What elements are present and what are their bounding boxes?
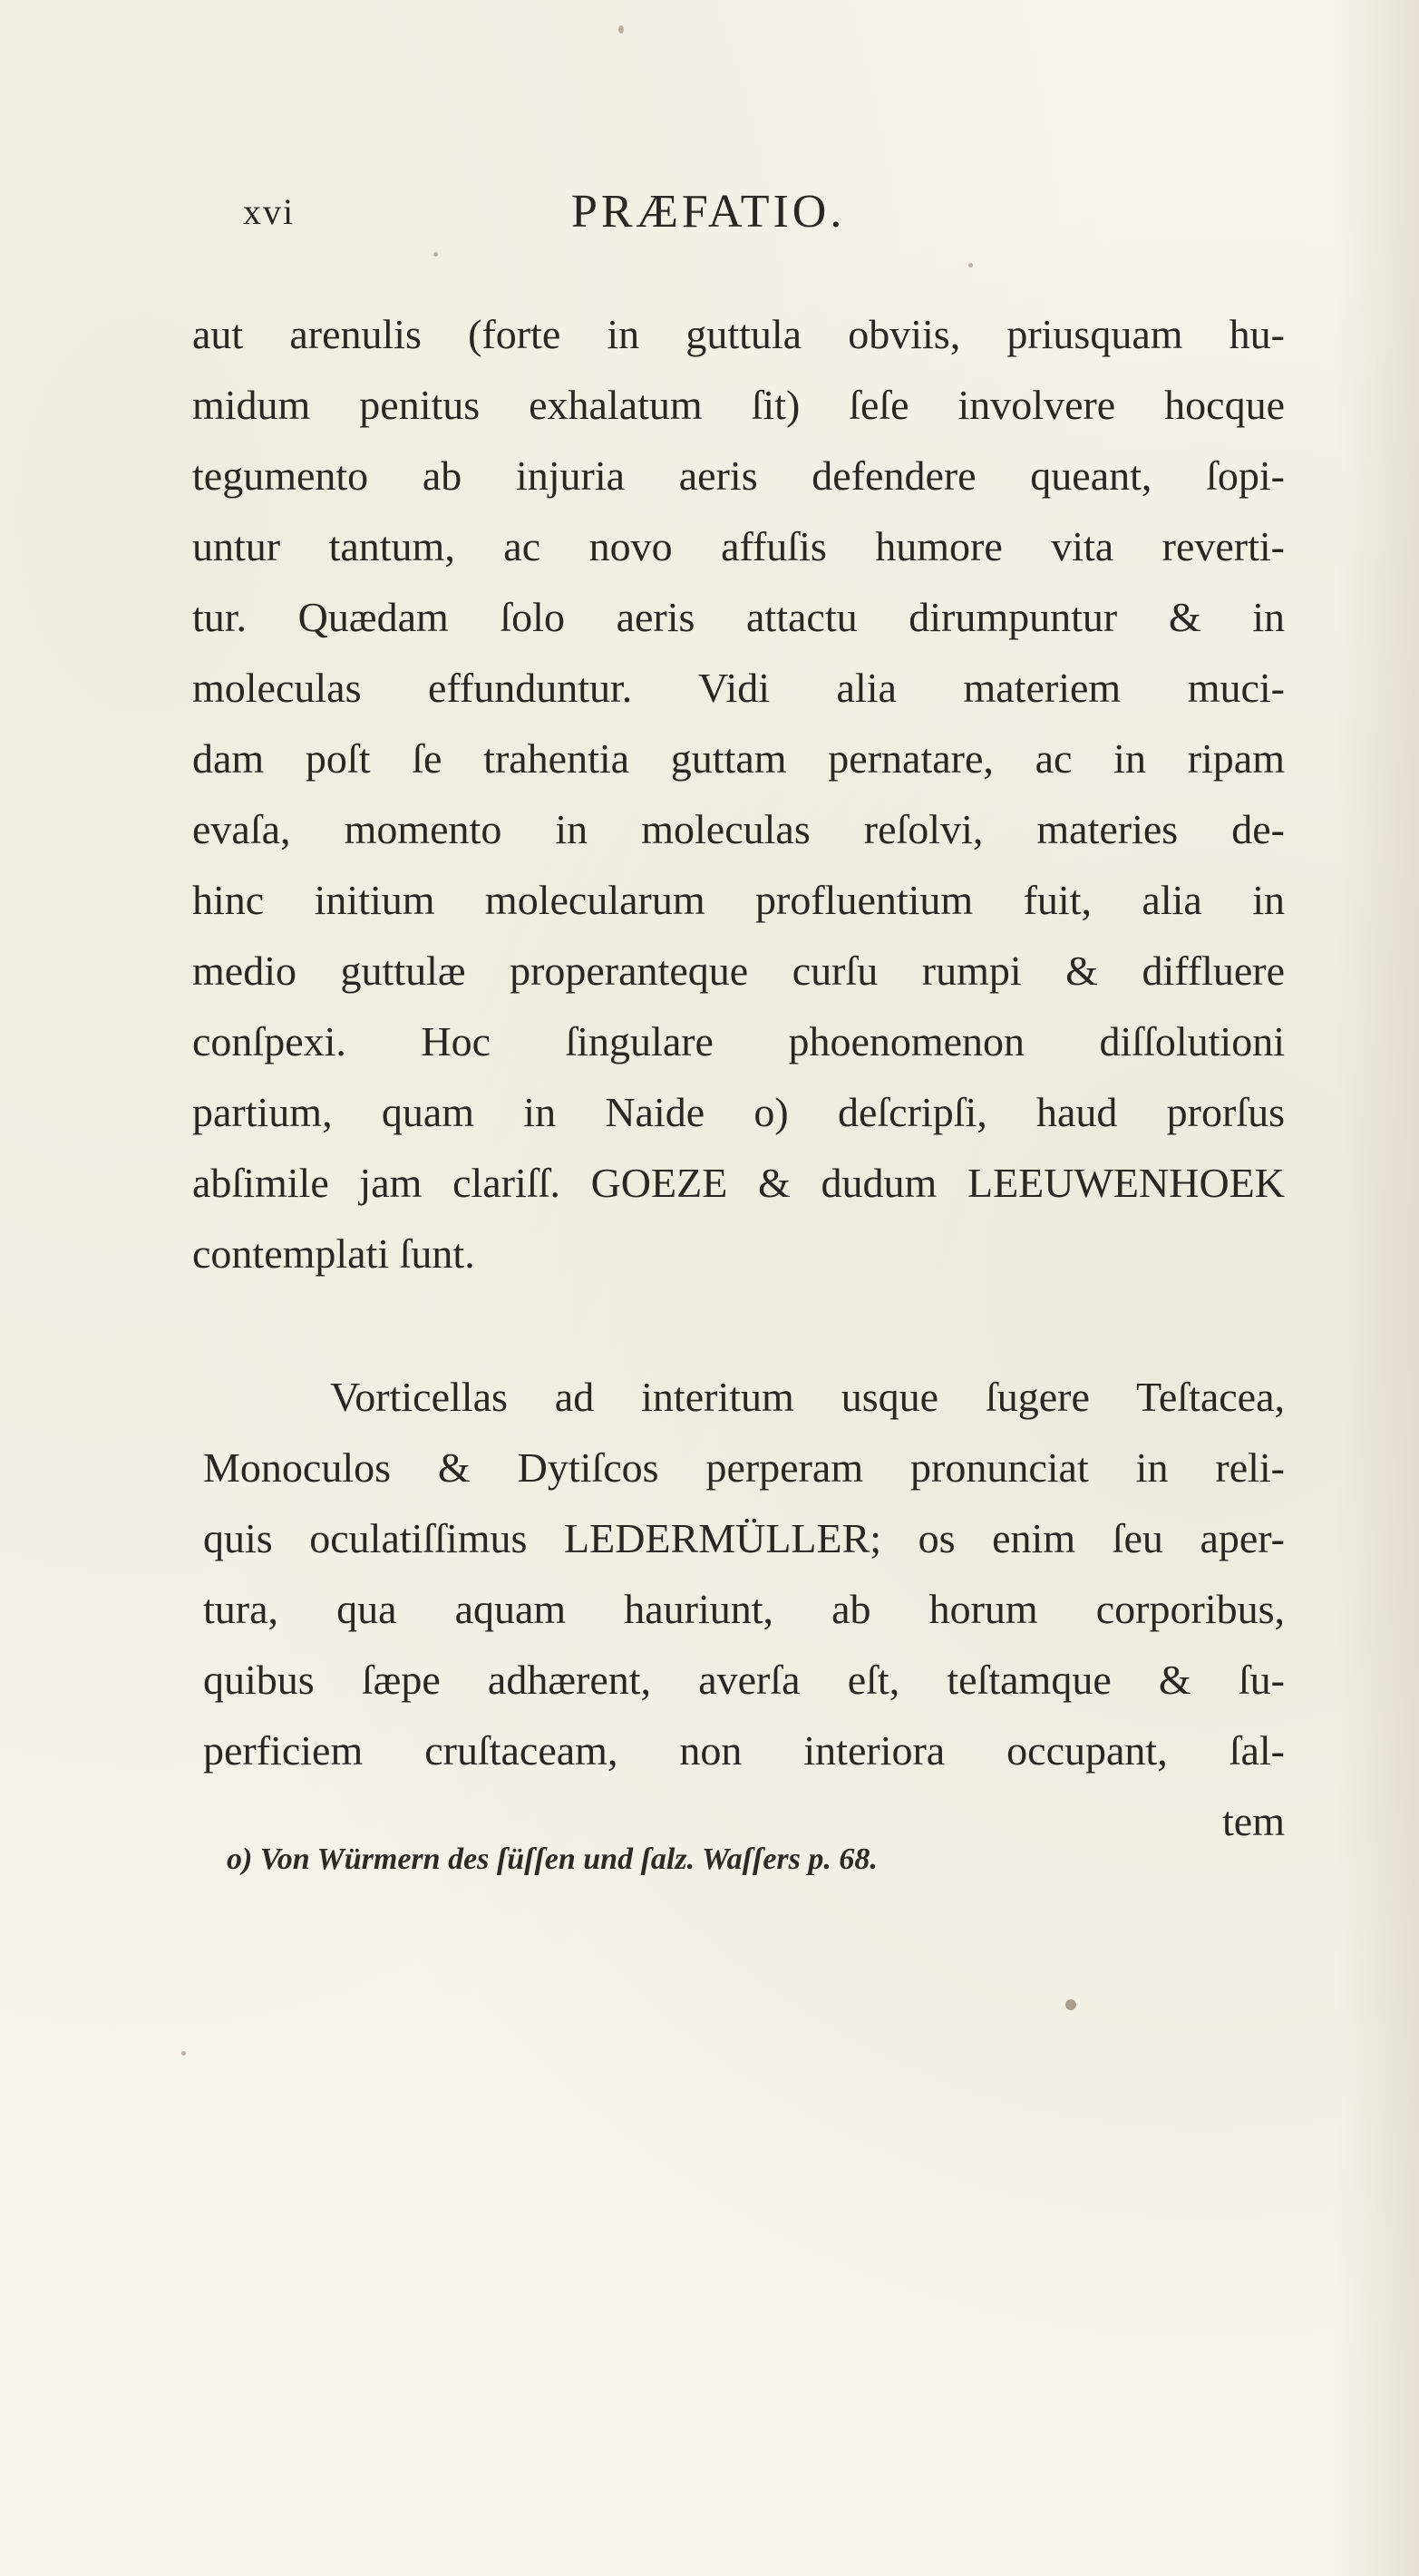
paper-speck bbox=[618, 25, 624, 34]
text-line: abſimile jam clariſſ. GOEZE & dudum LEEUWENHOEK bbox=[192, 1160, 1285, 1206]
text-line: Vorticellas ad interitum usque ſugere Teſtacea, bbox=[330, 1374, 1285, 1420]
running-title: PRÆFATIO. bbox=[571, 186, 846, 238]
text-line: contemplati ſunt. bbox=[192, 1230, 475, 1277]
text-line: quis oculatiſſimus LEDERMÜLLER; os enim ſeu aper- bbox=[203, 1515, 1285, 1561]
text-line: moleculas effunduntur. Vidi alia materiem muci- bbox=[192, 665, 1285, 711]
text-line: tura, qua aquam hauriunt, ab horum corporibus, bbox=[203, 1586, 1285, 1632]
page-header bbox=[243, 186, 1295, 254]
page-number: xvi bbox=[243, 191, 296, 232]
text-line: conſpexi. Hoc ſingulare phoenomenon diſſolutioni bbox=[192, 1018, 1285, 1064]
catchword: tem bbox=[1222, 1798, 1285, 1844]
text-line: dam poſt ſe trahentia guttam pernatare, ac in ripam bbox=[192, 735, 1285, 782]
text-line: perficiem cruſtaceam, non interiora occupant, ſal- bbox=[203, 1727, 1285, 1774]
body-text bbox=[192, 299, 1285, 1857]
paper-speck bbox=[968, 263, 973, 267]
paragraph bbox=[203, 1362, 1285, 1857]
page-edge-shadow bbox=[1337, 0, 1419, 2576]
footnote: o) Von Würmern des ſüſſen und ſalz. Waſſers p. 68. bbox=[227, 1842, 878, 1876]
text-line: tegumento ab injuria aeris defendere queant, ſopi- bbox=[192, 452, 1285, 499]
paragraph-spacer bbox=[192, 1289, 1285, 1362]
text-line: aut arenulis (forte in guttula obviis, priusquam hu- bbox=[192, 311, 1285, 357]
paper-speck bbox=[181, 2051, 186, 2056]
paragraph bbox=[192, 299, 1285, 1289]
text-line: evaſa, momento in moleculas reſolvi, materies de- bbox=[192, 806, 1285, 852]
text-line: quibus ſæpe adhærent, averſa eſt, teſtamque & ſu- bbox=[203, 1657, 1285, 1703]
paper-speck bbox=[1065, 1999, 1076, 2010]
text-line: midum penitus exhalatum ſit) ſeſe involvere hocque bbox=[192, 382, 1285, 428]
text-line: medio guttulæ properanteque curſu rumpi & diffluere bbox=[192, 948, 1285, 994]
text-line: tur. Quædam ſolo aeris attactu dirumpuntur & in bbox=[192, 594, 1285, 640]
text-line: partium, quam in Naide o) deſcripſi, haud prorſus bbox=[192, 1089, 1285, 1135]
text-line: Monoculos & Dytiſcos perperam pronunciat in reli- bbox=[203, 1444, 1285, 1491]
text-line: untur tantum, ac novo affuſis humore vita reverti- bbox=[192, 523, 1285, 569]
text-line: hinc initium molecularum profluentium fuit, alia in bbox=[192, 877, 1285, 923]
